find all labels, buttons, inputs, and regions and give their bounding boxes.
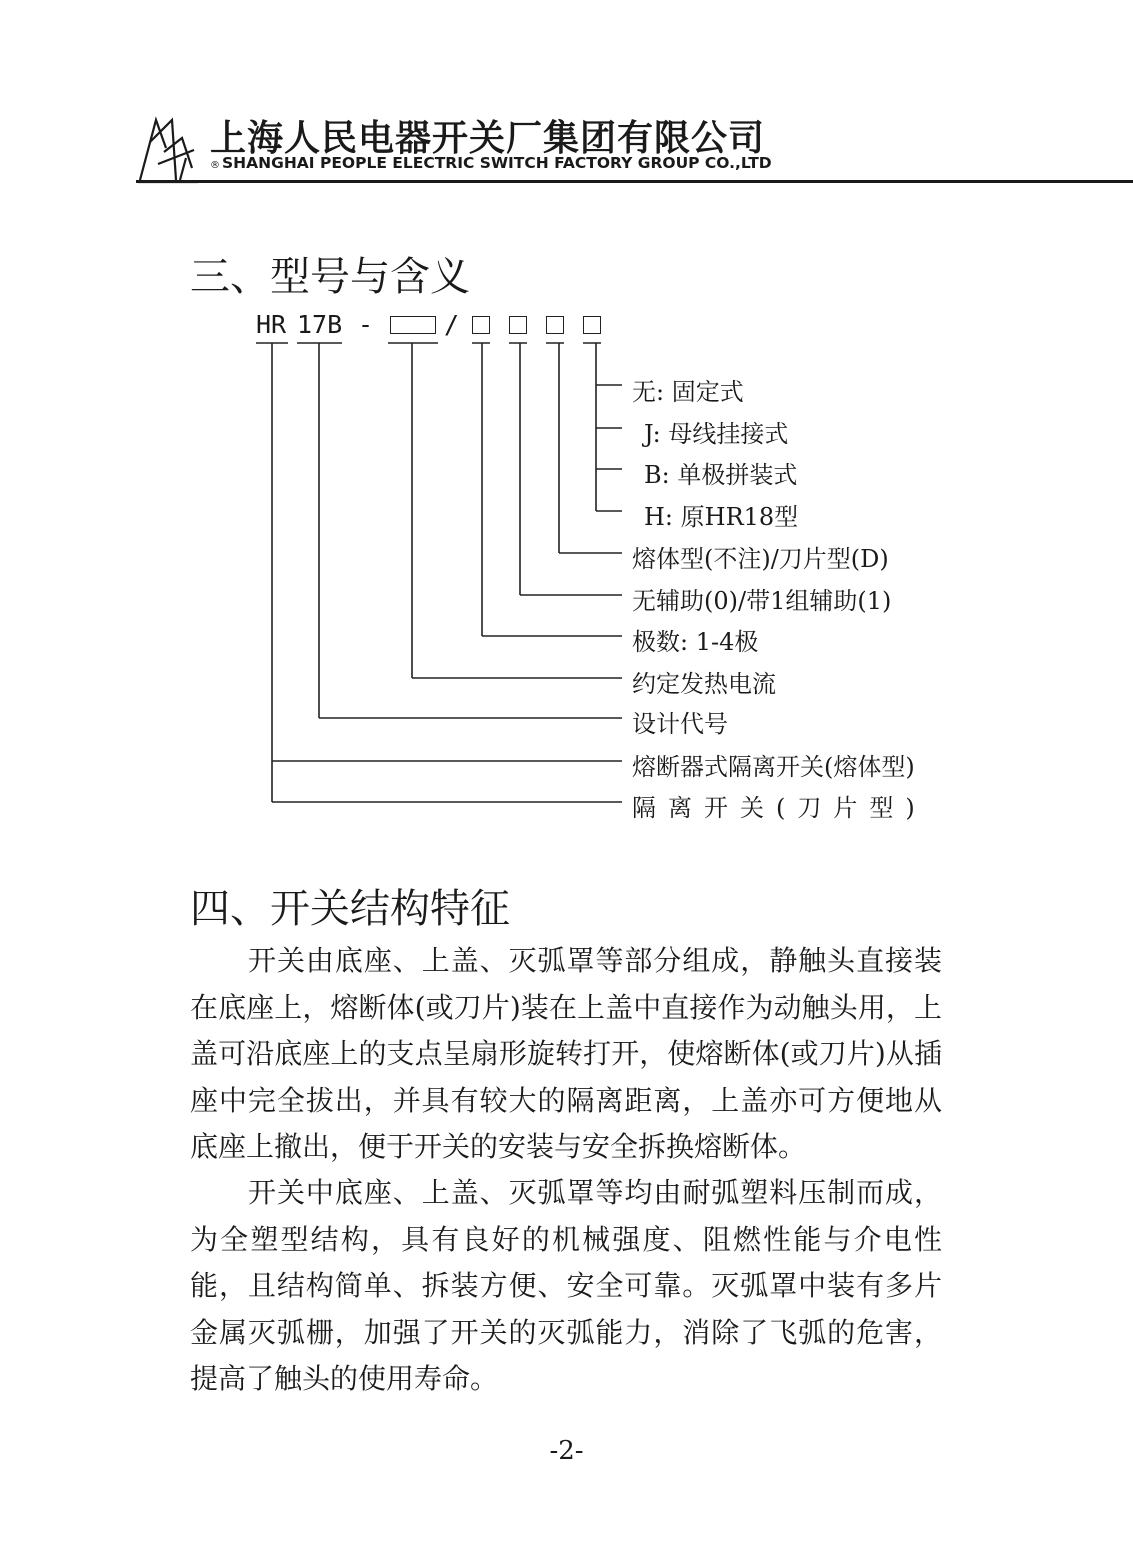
section-3-title: 三、型号与含义	[190, 254, 470, 300]
label-isolating-switch: 隔离开关(刀片型)	[632, 794, 927, 822]
label-auxiliary: 无辅助(0)/带1组辅助(1)	[632, 587, 892, 615]
model-dash: -	[358, 310, 374, 339]
label-poles: 极数: 1-4极	[632, 628, 759, 656]
label-single-pole: B: 单极拼装式	[644, 461, 798, 489]
label-fuse-switch: 熔断器式隔离开关(熔体型)	[632, 753, 915, 781]
label-design-code: 设计代号	[632, 710, 728, 738]
label-fixed: 无: 固定式	[632, 378, 744, 406]
label-busbar-mount: J: 母线挂接式	[644, 420, 789, 448]
paragraph-structure-1: 开关由底座、上盖、灭弧罩等部分组成，静触头直接装在底座上，熔断体(或刀片)装在上盖中直接作为动触头用，上盖可沿底座上的支点呈扇形旋转打开，使熔断体(或刀片)从插座中完全拔出，并具有较大的隔离距离，上盖亦可方便地从底座上撤出，便于开关的安装与安全拆换熔断体。	[190, 944, 942, 1163]
paragraph-structure-2: 开关中底座、上盖、灭弧罩等均由耐弧塑料压制而成，为全塑型结构，具有良好的机械强度、阻燃性能与介电性能，且结构简单、拆装方便、安全可靠。灭弧罩中装有多片金属灭弧栅，加强了开关的灭弧能力，消除了飞弧的危害，提高了触头的使用寿命。	[190, 1176, 942, 1395]
company-name-cn: 上海人民电器开关厂集团有限公司	[210, 118, 766, 159]
model-slash: /	[444, 310, 460, 339]
label-hr18: H: 原HR18型	[644, 503, 799, 531]
model-prefix: HR	[256, 310, 287, 339]
page-number: -2-	[549, 1436, 584, 1466]
label-fuse-blade-type: 熔体型(不注)/刀片型(D)	[632, 545, 889, 573]
model-design-code: 17B	[297, 310, 343, 339]
registered-mark: ®	[210, 160, 220, 171]
section-4-title: 四、开关结构特征	[190, 886, 510, 932]
label-rated-current: 约定发热电流	[632, 670, 776, 698]
company-name-en-text: SHANGHAI PEOPLE ELECTRIC SWITCH FACTORY GROUP CO.,LTD	[222, 154, 772, 172]
